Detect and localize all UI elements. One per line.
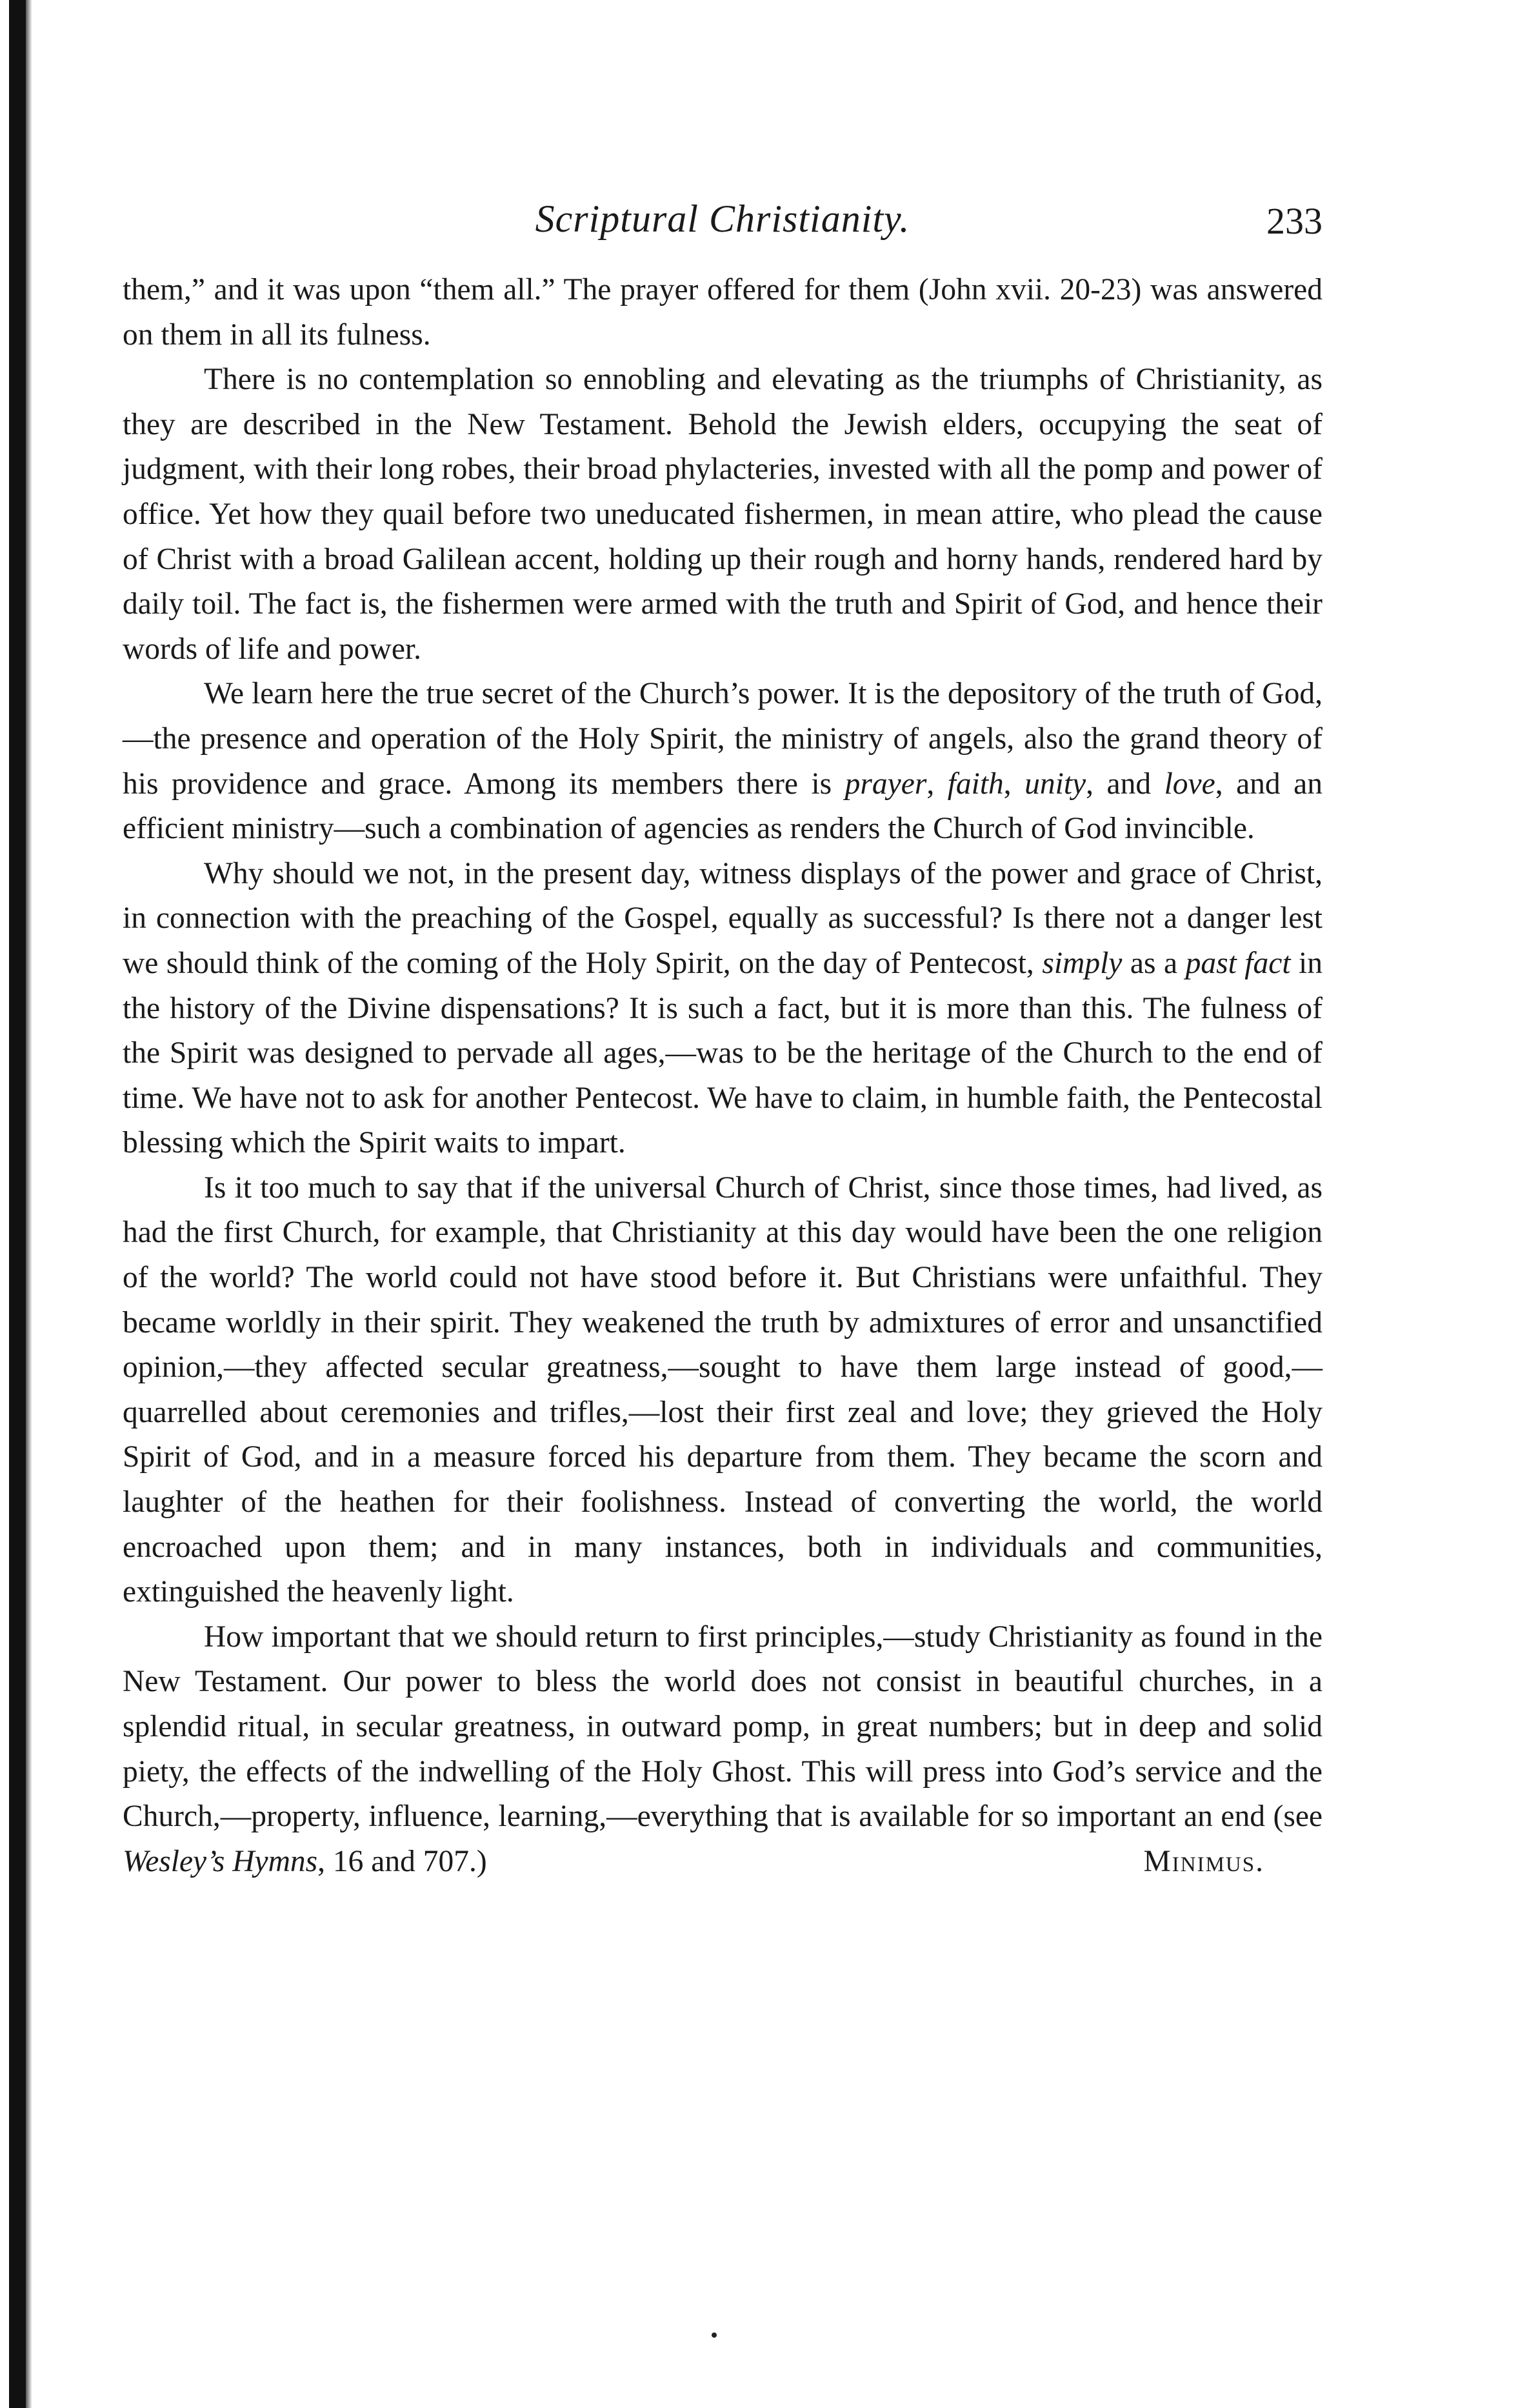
italic-phrase: simply xyxy=(1042,946,1123,980)
body-paragraph xyxy=(123,1615,1323,1885)
italic-phrase: Wesley’s Hymns xyxy=(123,1844,318,1878)
italic-phrase: prayer xyxy=(844,767,927,801)
italic-phrase: faith xyxy=(947,767,1004,801)
text-run: , and xyxy=(1086,767,1164,801)
printer-mark-dot xyxy=(712,2333,717,2338)
page-number: 233 xyxy=(1266,200,1323,242)
text-run: in the history of the Divine dispensations? It is such a fact, but it is more than this. The fulness of the Spirit was designed to pervade all ages,—was to be the heritage of the Church to the end of time. We have not to ask for another Pentecost. We have to claim, in humble faith, the Pentecostal blessing which the Spirit waits to impart. xyxy=(123,946,1323,1160)
running-title: Scriptural Christianity. xyxy=(535,197,910,240)
italic-phrase: unity xyxy=(1024,767,1086,801)
italic-phrase: love xyxy=(1164,767,1215,801)
text-run: How important that we should return to first principles,—study Christianity as found in the New Testament. Our power to bless the world does not consist in beautiful churches, in a splendid ritual, in secular greatness, in outward pomp, in great numbers; but in deep and solid piety, the effects of the indwelling of the Holy Ghost. This will press into God’s service and the Church,—property, influence, learning,—everything that is available for so important an end (see xyxy=(123,1620,1323,1834)
text-run: Is it too much to say that if the universal Church of Christ, since those times, had lived, as had the first Church, for example, that Christianity at this day would have been the one religion of the world? The world could not have stood before it. But Christians were unfaithful. They became worldly in their spirit. They weakened the truth by admixtures of error and unsanctified opinion,—they affected secular greatness,—sought to have them large instead of good,—quarrelled about ceremonies and trifles,—lost their first zeal and love; they grieved the Holy Spirit of God, and in a measure forced his departure from them. They became the scorn and laughter of the heathen for their foolishness. Instead of converting the world, the world encroached upon them; and in many instances, both in individuals and communities, extinguished the heavenly light. xyxy=(123,1170,1323,1609)
author-signature: Minimus. xyxy=(1143,1844,1264,1878)
text-run: Why should we not, in the present day, witness displays of the power and grace of Christ, in connection with the preaching of the Gospel, equally as successful? Is there not a danger lest we should think of the coming of the Holy Spirit, on the day of Pentecost, xyxy=(123,856,1323,980)
book-gutter-fade xyxy=(26,0,32,2408)
text-run: , xyxy=(1003,767,1025,801)
body-paragraph xyxy=(123,852,1323,1166)
text-run: , and an efficient ministry—such a combination of agencies as renders the Church of God invincible. xyxy=(123,767,1323,846)
text-run: We learn here the true secret of the Church’s power. It is the depository of the truth of God,—the presence and operation of the Holy Spirit, the ministry of angels, also the grand theory of his providence and grace. Among its members there is xyxy=(123,677,1323,801)
book-spine-shadow xyxy=(9,0,26,2408)
body-paragraph xyxy=(123,357,1323,672)
body-paragraph xyxy=(123,1166,1323,1615)
italic-phrase: past fact xyxy=(1185,946,1291,980)
text-run: , xyxy=(926,767,948,801)
printed-page xyxy=(123,197,1323,1884)
text-run: There is no contemplation so ennobling and elevating as the triumphs of Christianity, as they are described in the New Testament. Behold the Jewish elders, occupying the seat of judgment, with their long robes, their broad phylacteries, invested with all the pomp and power of office. Yet how they quail before two uneducated fishermen, in mean attire, who plead the cause of Christ with a broad Galilean accent, holding up their rough and horny hands, rendered hard by daily toil. The fact is, the fishermen were armed with the truth and Spirit of God, and hence their words of life and power. xyxy=(123,363,1323,666)
text-run: them,” and it was upon “them all.” The prayer offered for them (John xvii. 20-23) was answered on them in all its fulness. xyxy=(123,273,1323,352)
text-run: , 16 and 707.) xyxy=(317,1844,487,1878)
text-run: as a xyxy=(1122,946,1186,980)
body-paragraph xyxy=(123,672,1323,851)
page-header xyxy=(123,197,1323,268)
body-paragraph xyxy=(123,268,1323,357)
article-body xyxy=(123,268,1323,1884)
